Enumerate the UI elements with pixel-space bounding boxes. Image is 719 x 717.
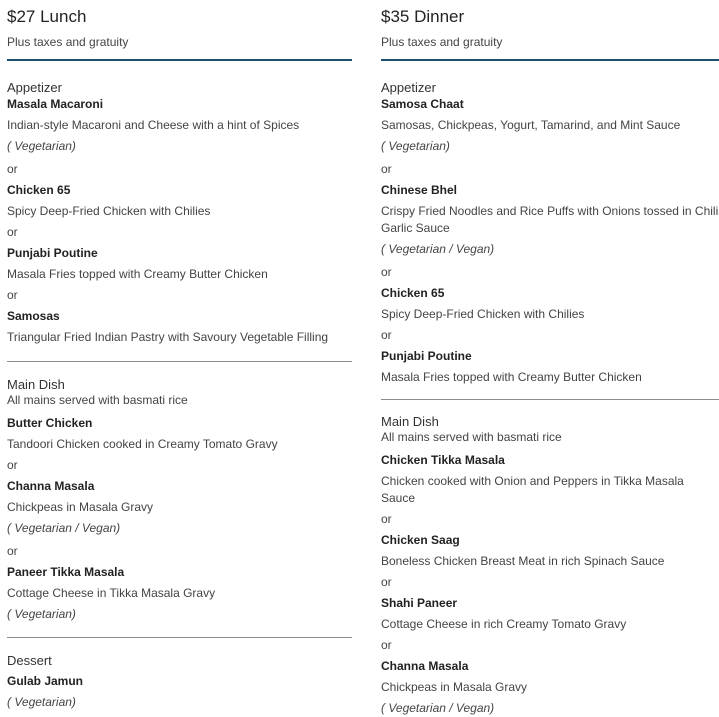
menu-title: $27 Lunch — [7, 7, 87, 26]
item-description: Masala Fries topped with Creamy Butter Chicken — [7, 267, 268, 281]
item-description: Crispy Fried Noodles and Rice Puffs with Onions tossed in Chili Garlic Sauce — [381, 204, 719, 235]
or-separator: or — [381, 638, 392, 652]
appetizer-section — [381, 80, 719, 386]
item-diet-note: ( Vegetarian) — [7, 607, 76, 621]
section-heading: Main Dish — [7, 377, 65, 392]
item-name: Chicken Tikka Masala — [381, 453, 505, 467]
item-description: Tandoori Chicken cooked in Creamy Tomato Gravy — [7, 437, 278, 451]
item-diet-note: ( Vegetarian / Vegan) — [7, 521, 121, 535]
item-name: Punjabi Poutine — [381, 349, 472, 363]
item-diet-note: ( Vegetarian) — [381, 139, 450, 153]
item-name: Samosas — [7, 309, 60, 323]
item-name: Chicken 65 — [7, 183, 71, 197]
item-name: Masala Macaroni — [7, 97, 104, 111]
menu-item — [381, 452, 719, 507]
menu-item — [381, 285, 719, 323]
item-diet-note: ( Vegetarian) — [7, 139, 76, 153]
header-divider — [7, 59, 352, 61]
menu-item — [7, 245, 352, 283]
section-divider — [7, 637, 352, 638]
or-separator: or — [381, 162, 392, 176]
item-name: Channa Masala — [7, 479, 95, 493]
section-divider — [7, 361, 352, 362]
section-heading: Main Dish — [381, 414, 439, 429]
dinner-menu-column — [381, 0, 719, 717]
or-separator: or — [381, 512, 392, 526]
menu-item — [381, 96, 719, 155]
item-description: Indian-style Macaroni and Cheese with a hint of Spices — [7, 118, 300, 132]
item-name: Chicken 65 — [381, 286, 445, 300]
section-note: All mains served with basmati rice — [381, 430, 562, 444]
item-description: Masala Fries topped with Creamy Butter Chicken — [381, 370, 642, 384]
item-name: Gulab Jamun — [7, 674, 84, 688]
item-diet-note: ( Vegetarian / Vegan) — [381, 242, 495, 256]
item-description: Spicy Deep-Fried Chicken with Chilies — [381, 307, 585, 321]
item-description: Boneless Chicken Breast Meat in rich Spinach Sauce — [381, 554, 665, 568]
or-separator: or — [7, 544, 18, 558]
item-name: Butter Chicken — [7, 416, 93, 430]
menu-item — [381, 595, 719, 633]
item-description: Cottage Cheese in rich Creamy Tomato Gravy — [381, 617, 627, 631]
menu-item — [7, 182, 352, 220]
menu-item — [7, 564, 352, 623]
menu-subtitle: Plus taxes and gratuity — [7, 35, 129, 49]
item-name: Chinese Bhel — [381, 183, 458, 197]
or-separator: or — [381, 265, 392, 279]
or-separator: or — [7, 162, 18, 176]
item-diet-note: ( Vegetarian / Vegan) — [381, 701, 495, 715]
section-note: All mains served with basmati rice — [7, 393, 188, 407]
item-description: Chickpeas in Masala Gravy — [381, 680, 528, 694]
or-separator: or — [7, 458, 18, 472]
menu-item — [381, 658, 719, 717]
menu-item — [381, 532, 719, 570]
menu-item — [7, 673, 352, 711]
menu-item — [381, 348, 719, 386]
item-description: Triangular Fried Indian Pastry with Savoury Vegetable Filling — [7, 330, 329, 344]
menu-item — [381, 182, 719, 258]
item-description: Chickpeas in Masala Gravy — [7, 500, 154, 514]
item-diet-note: ( Vegetarian) — [7, 695, 76, 709]
dessert-section — [7, 653, 352, 711]
item-name: Shahi Paneer — [381, 596, 458, 610]
menu-title: $35 Dinner — [381, 7, 465, 26]
main-dish-section — [7, 377, 352, 623]
section-heading: Dessert — [7, 653, 52, 668]
menu-item — [7, 415, 352, 453]
lunch-menu-column — [7, 0, 352, 711]
menu-item — [7, 96, 352, 155]
menu-item — [7, 478, 352, 537]
menu-subtitle: Plus taxes and gratuity — [381, 35, 503, 49]
item-name: Paneer Tikka Masala — [7, 565, 125, 579]
or-separator: or — [381, 328, 392, 342]
section-divider — [381, 399, 719, 400]
item-name: Chicken Saag — [381, 533, 460, 547]
item-name: Samosa Chaat — [381, 97, 464, 111]
section-heading: Appetizer — [381, 80, 436, 95]
section-heading: Appetizer — [7, 80, 62, 95]
main-dish-section — [381, 414, 719, 717]
or-separator: or — [7, 288, 18, 302]
item-description: Chicken cooked with Onion and Peppers in Tikka Masala Sauce — [381, 474, 684, 505]
header-divider — [381, 59, 719, 61]
appetizer-section — [7, 80, 352, 346]
item-description: Samosas, Chickpeas, Yogurt, Tamarind, and Mint Sauce — [381, 118, 681, 132]
or-separator: or — [7, 225, 18, 239]
item-description: Spicy Deep-Fried Chicken with Chilies — [7, 204, 211, 218]
item-name: Punjabi Poutine — [7, 246, 98, 260]
menu-item — [7, 308, 352, 346]
or-separator: or — [381, 575, 392, 589]
item-name: Channa Masala — [381, 659, 469, 673]
item-description: Cottage Cheese in Tikka Masala Gravy — [7, 586, 216, 600]
